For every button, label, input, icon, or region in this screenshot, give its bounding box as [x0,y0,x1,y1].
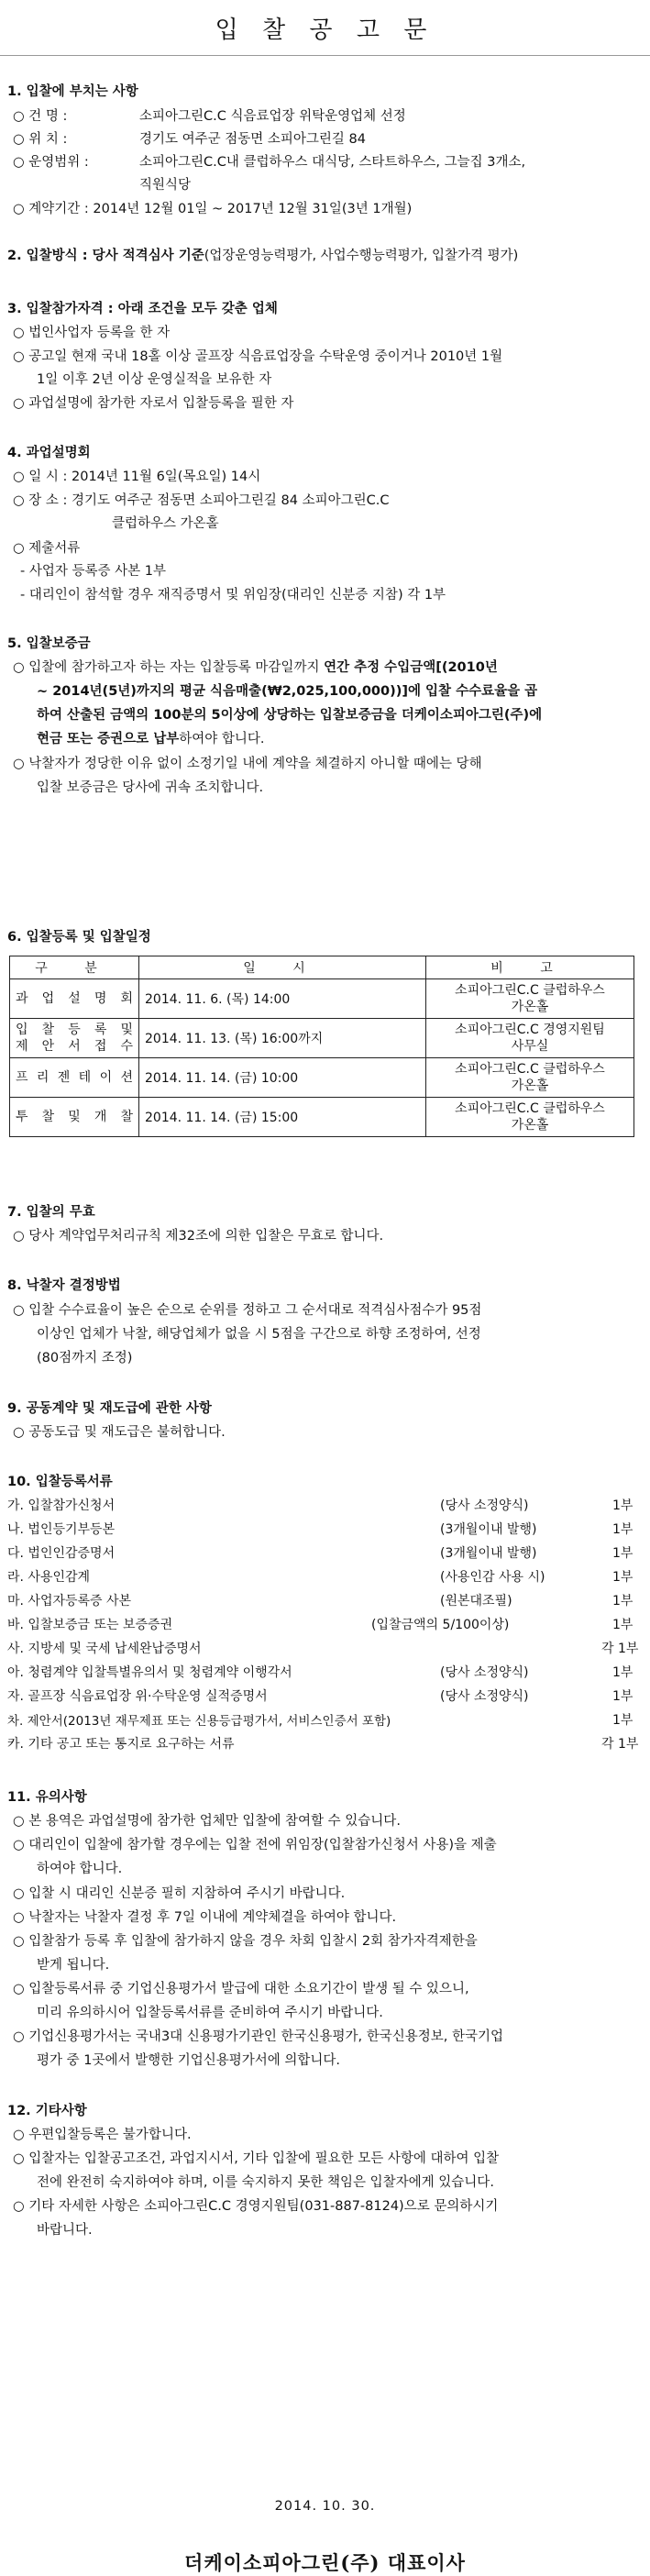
list-item: 차. 제안서(2013년 재무제표 또는 신용등급평가서, 서비스인증서 포함) [7,1714,391,1729]
schedule-note [426,979,634,1019]
section-9-heading: 9. 공동계약 및 재도급에 관한 사항 [7,1401,212,1416]
s11-line-1: ○ 본 용역은 과업설명에 참가한 업체만 입찰에 참여할 수 있습니다. [13,1814,401,1829]
note-line: 소피아그린C.C 클럽하우스 [455,983,605,998]
s8-line-1: ○ 입찰 수수료율이 높은 순으로 순위를 정하고 그 순서대로 적격심사점수가 95점 [13,1303,482,1318]
s12-line-2-cont: 전에 완전히 숙지하여야 하며, 이를 숙지하지 못한 책임은 입찰자에게 있습니다. [37,2175,494,2190]
section-11-heading: 11. 유의사항 [7,1790,87,1805]
section-1-heading: 1. 입찰에 부치는 사항 [7,84,138,99]
list-item: 아. 청렴계약 입찰특별유의서 및 청렴계약 이행각서 [7,1665,292,1680]
schedule-item: 투 찰 및 개 찰 [10,1098,139,1137]
list-item-count: 1부 [612,1594,633,1609]
s2-heading-text: 2. 입찰방식 : 당사 적격심사 기준 [7,249,204,263]
s12-line-2: ○ 입찰자는 입찰공고조건, 과업지시서, 기타 입찰에 필요한 모든 사항에 대하여 입찰 [13,2151,500,2166]
s5-line-2: ~ 2014년(5년)까지의 평균 식음매출(₩2,025,100,000))]에 입찰 수수료율을 곱 [37,684,538,699]
s5-line-4 [37,728,264,747]
list-item: 사. 지방세 및 국세 납세완납증명서 [7,1642,202,1656]
s11-line-6: ○ 입찰등록서류 중 기업신용평가서 발급에 대한 소요기간이 발생 될 수 있으니, [13,1982,469,1996]
s5-line-3: 하여 산출된 금액의 100분의 5이상에 상당하는 입찰보증금을 더케이소피아그린(주)에 [37,708,543,723]
note-line: 소피아그린C.C 클럽하우스 [455,1062,605,1077]
s1-location-value: 경기도 여주군 점동면 소피아그린길 84 [139,132,366,147]
table-header-row [10,956,634,979]
note-line: 소피아그린C.C 경영지원팀 [455,1023,605,1037]
list-item-note: (사용인감 사용 시) [440,1570,545,1585]
list-item-note: (당사 소정양식) [440,1665,529,1680]
list-item-count: 각 1부 [601,1642,639,1656]
table-header: 구 분 [10,956,139,979]
list-item: 가. 입찰참가신청서 [7,1498,116,1513]
s7-line-1: ○ 당사 계약업무처리규칙 제32조에 의한 입찰은 무효로 합니다. [13,1229,384,1244]
table-row [10,1058,634,1098]
s9-line-1: ○ 공동도급 및 재도급은 불허합니다. [13,1425,226,1440]
s4-doc-2: - 대리인이 참석할 경우 재직증명서 및 위임장(대리인 신분증 지참) 각 1부 [20,588,446,603]
section-3-heading: 3. 입찰참가자격 : 아래 조건을 모두 갖춘 업체 [7,302,278,316]
list-item: 마. 사업자등록증 사본 [7,1594,132,1609]
list-item-count: 1부 [612,1522,633,1537]
item-line: 제 안 서 접 수 [16,1039,133,1054]
section-6-heading: 6. 입찰등록 및 입찰일정 [7,930,151,945]
list-item: 나. 법인등기부등본 [7,1522,116,1537]
list-item: 카. 기타 공고 또는 통지로 요구하는 서류 [7,1737,235,1752]
s11-line-5-cont: 받게 됩니다. [37,1958,110,1973]
notice-date: 2014. 10. 30. [274,2499,376,2514]
schedule-datetime: 2014. 11. 14. (금) 15:00 [139,1098,426,1137]
table-row [10,979,634,1019]
list-item-note: (3개월이내 발행) [440,1546,537,1561]
schedule-note [426,1098,634,1137]
list-item-count: 1부 [612,1498,633,1513]
note-line: 가온홀 [511,1000,549,1014]
s1-project-label: ○ 건 명 : [13,109,68,124]
section-12-heading: 12. 기타사항 [7,2104,87,2118]
s1-scope-value: 소피아그린C.C내 클럽하우스 대식당, 스타트하우스, 그늘집 3개소, [139,155,526,170]
s3-line-2-cont: 1일 이후 2년 이상 운영실적을 보유한 자 [37,372,272,387]
list-item-count: 1부 [612,1713,633,1728]
list-item-count: 1부 [612,1689,633,1704]
list-item-count: 1부 [612,1546,633,1561]
s12-line-1: ○ 우편입찰등록은 불가합니다. [13,2128,192,2142]
table-header: 비 고 [426,956,634,979]
s11-line-7: ○ 기업신용평가서는 국내3대 신용평가기관인 한국신용평가, 한국신용정보, 한국기업 [13,2029,503,2044]
section-10-heading: 10. 입찰등록서류 [7,1475,113,1489]
s3-line-3: ○ 과업설명에 참가한 자로서 입찰등록을 필한 자 [13,396,294,411]
s5-line-5: ○ 낙찰자가 정당한 이유 없이 소정기일 내에 계약을 체결하지 아니할 때에는 당해 [13,757,482,771]
list-item: 자. 골프장 식음료업장 위·수탁운영 실적증명서 [7,1689,268,1704]
s11-line-7-cont: 평가 중 1곳에서 발행한 기업신용평가서에 의합니다. [37,2053,341,2068]
list-item-note: (당사 소정양식) [440,1689,529,1704]
table-row [10,1098,634,1137]
table-header: 일 시 [139,956,426,979]
s8-line-3: (80점까지 조정) [37,1351,133,1365]
schedule-item: 프 리 젠 테 이 션 [10,1058,139,1098]
s12-line-3-cont: 바랍니다. [37,2223,93,2238]
s11-line-4: ○ 낙찰자는 낙찰자 결정 후 7일 이내에 계약체결을 하여야 합니다. [13,1910,397,1925]
list-item-count: 1부 [612,1570,633,1585]
s8-line-2: 이상인 업체가 낙찰, 해당업체가 없을 시 5점을 구간으로 하향 조정하여, 선정 [37,1327,481,1342]
list-item-note: (3개월이내 발행) [440,1522,537,1537]
s3-line-2: ○ 공고일 현재 국내 18홀 이상 골프장 식음료업장을 수탁운영 중이거나 2010년 1월 [13,349,503,364]
list-item-count: 각 1부 [601,1737,639,1752]
notice-title: 입 찰 공 고 문 [215,17,435,44]
table-row [10,1019,634,1058]
signature: 더케이소피아그린(주) 대표이사 [184,2551,466,2574]
note-line: 가온홀 [511,1078,549,1093]
s4-documents: ○ 제출서류 [13,541,81,556]
section-7-heading: 7. 입찰의 무효 [7,1205,95,1220]
schedule-datetime: 2014. 11. 14. (금) 10:00 [139,1058,426,1098]
s4-place: ○ 장 소 : 경기도 여주군 점동면 소피아그린길 84 소피아그린C.C [13,493,390,508]
s3-line-1: ○ 법인사업자 등록을 한 자 [13,326,171,340]
schedule-item: 과 업 설 명 회 [10,979,139,1019]
list-item-note: (입찰금액의 5/100이상) [371,1618,510,1632]
s5-line-1a: ○ 입찰에 참가하고자 하는 자는 입찰등록 마감일까지 [13,660,325,675]
s1-location-label: ○ 위 치 : [13,132,68,147]
note-line: 소피아그린C.C 클럽하우스 [455,1101,605,1116]
schedule-table [9,956,634,1137]
list-item-note: (당사 소정양식) [440,1498,529,1513]
section-8-heading: 8. 낙찰자 결정방법 [7,1278,121,1293]
note-line: 사무실 [511,1039,549,1054]
s4-place-cont: 클럽하우스 가온홀 [112,516,219,531]
schedule-datetime: 2014. 11. 13. (목) 16:00까지 [139,1019,426,1058]
schedule-datetime: 2014. 11. 6. (목) 14:00 [139,979,426,1019]
list-item: 라. 사용인감계 [7,1570,91,1585]
s1-contract-period: ○ 계약기간 : 2014년 12월 01일 ~ 2017년 12월 31일(3년 1개월) [13,202,413,216]
s5-line-6: 입찰 보증금은 당사에 귀속 조치합니다. [37,780,264,795]
s2-detail: (업장운영능력평가, 사업수행능력평가, 입찰가격 평가) [204,249,519,263]
s1-scope-label: ○ 운영범위 : [13,155,89,170]
item-line: 입 찰 등 록 및 [16,1023,133,1037]
s5-line-4a: 현금 또는 증권으로 납부 [37,732,180,746]
section-2-heading [7,245,518,264]
list-item-count: 1부 [612,1618,633,1632]
s11-line-2-cont: 하여야 합니다. [37,1862,123,1876]
schedule-note [426,1058,634,1098]
list-item: 바. 입찰보증금 또는 보증증권 [7,1618,173,1632]
s5-line-4b: 하여야 합니다. [179,732,265,746]
section-4-heading: 4. 과업설명회 [7,446,91,460]
schedule-note [426,1019,634,1058]
s11-line-5: ○ 입찰참가 등록 후 입찰에 참가하지 않을 경우 차회 입찰시 2회 참가자격제한을 [13,1934,478,1949]
section-5-heading: 5. 입찰보증금 [7,636,91,651]
s1-scope-value-cont: 직원식당 [139,178,192,193]
s5-line-1b: 연간 추정 수입금액[(2010년 [324,660,498,675]
s11-line-3: ○ 입찰 시 대리인 신분증 필히 지참하여 주시기 바랍니다. [13,1886,346,1901]
s5-line-1 [13,657,498,676]
s1-project-value: 소피아그린C.C 식음료업장 위탁운영업체 선정 [139,109,406,124]
s11-line-6-cont: 미리 유의하시어 입찰등록서류를 준비하여 주시기 바랍니다. [37,2006,383,2020]
list-item-count: 1부 [612,1665,633,1680]
list-item-note: (원본대조필) [440,1594,512,1609]
s4-doc-1: - 사업자 등록증 사본 1부 [20,564,166,579]
s11-line-2: ○ 대리인이 입찰에 참가할 경우에는 입찰 전에 위임장(입찰참가신청서 사용)을 제출 [13,1838,497,1852]
schedule-item [10,1019,139,1058]
note-line: 가온홀 [511,1118,549,1133]
list-item: 다. 법인인감증명서 [7,1546,116,1561]
s12-line-3: ○ 기타 자세한 사항은 소피아그린C.C 경영지원팀(031-887-8124)으로 문의하시기 [13,2199,499,2214]
title-divider [0,55,650,56]
s4-date: ○ 일 시 : 2014년 11월 6일(목요일) 14시 [13,470,261,484]
